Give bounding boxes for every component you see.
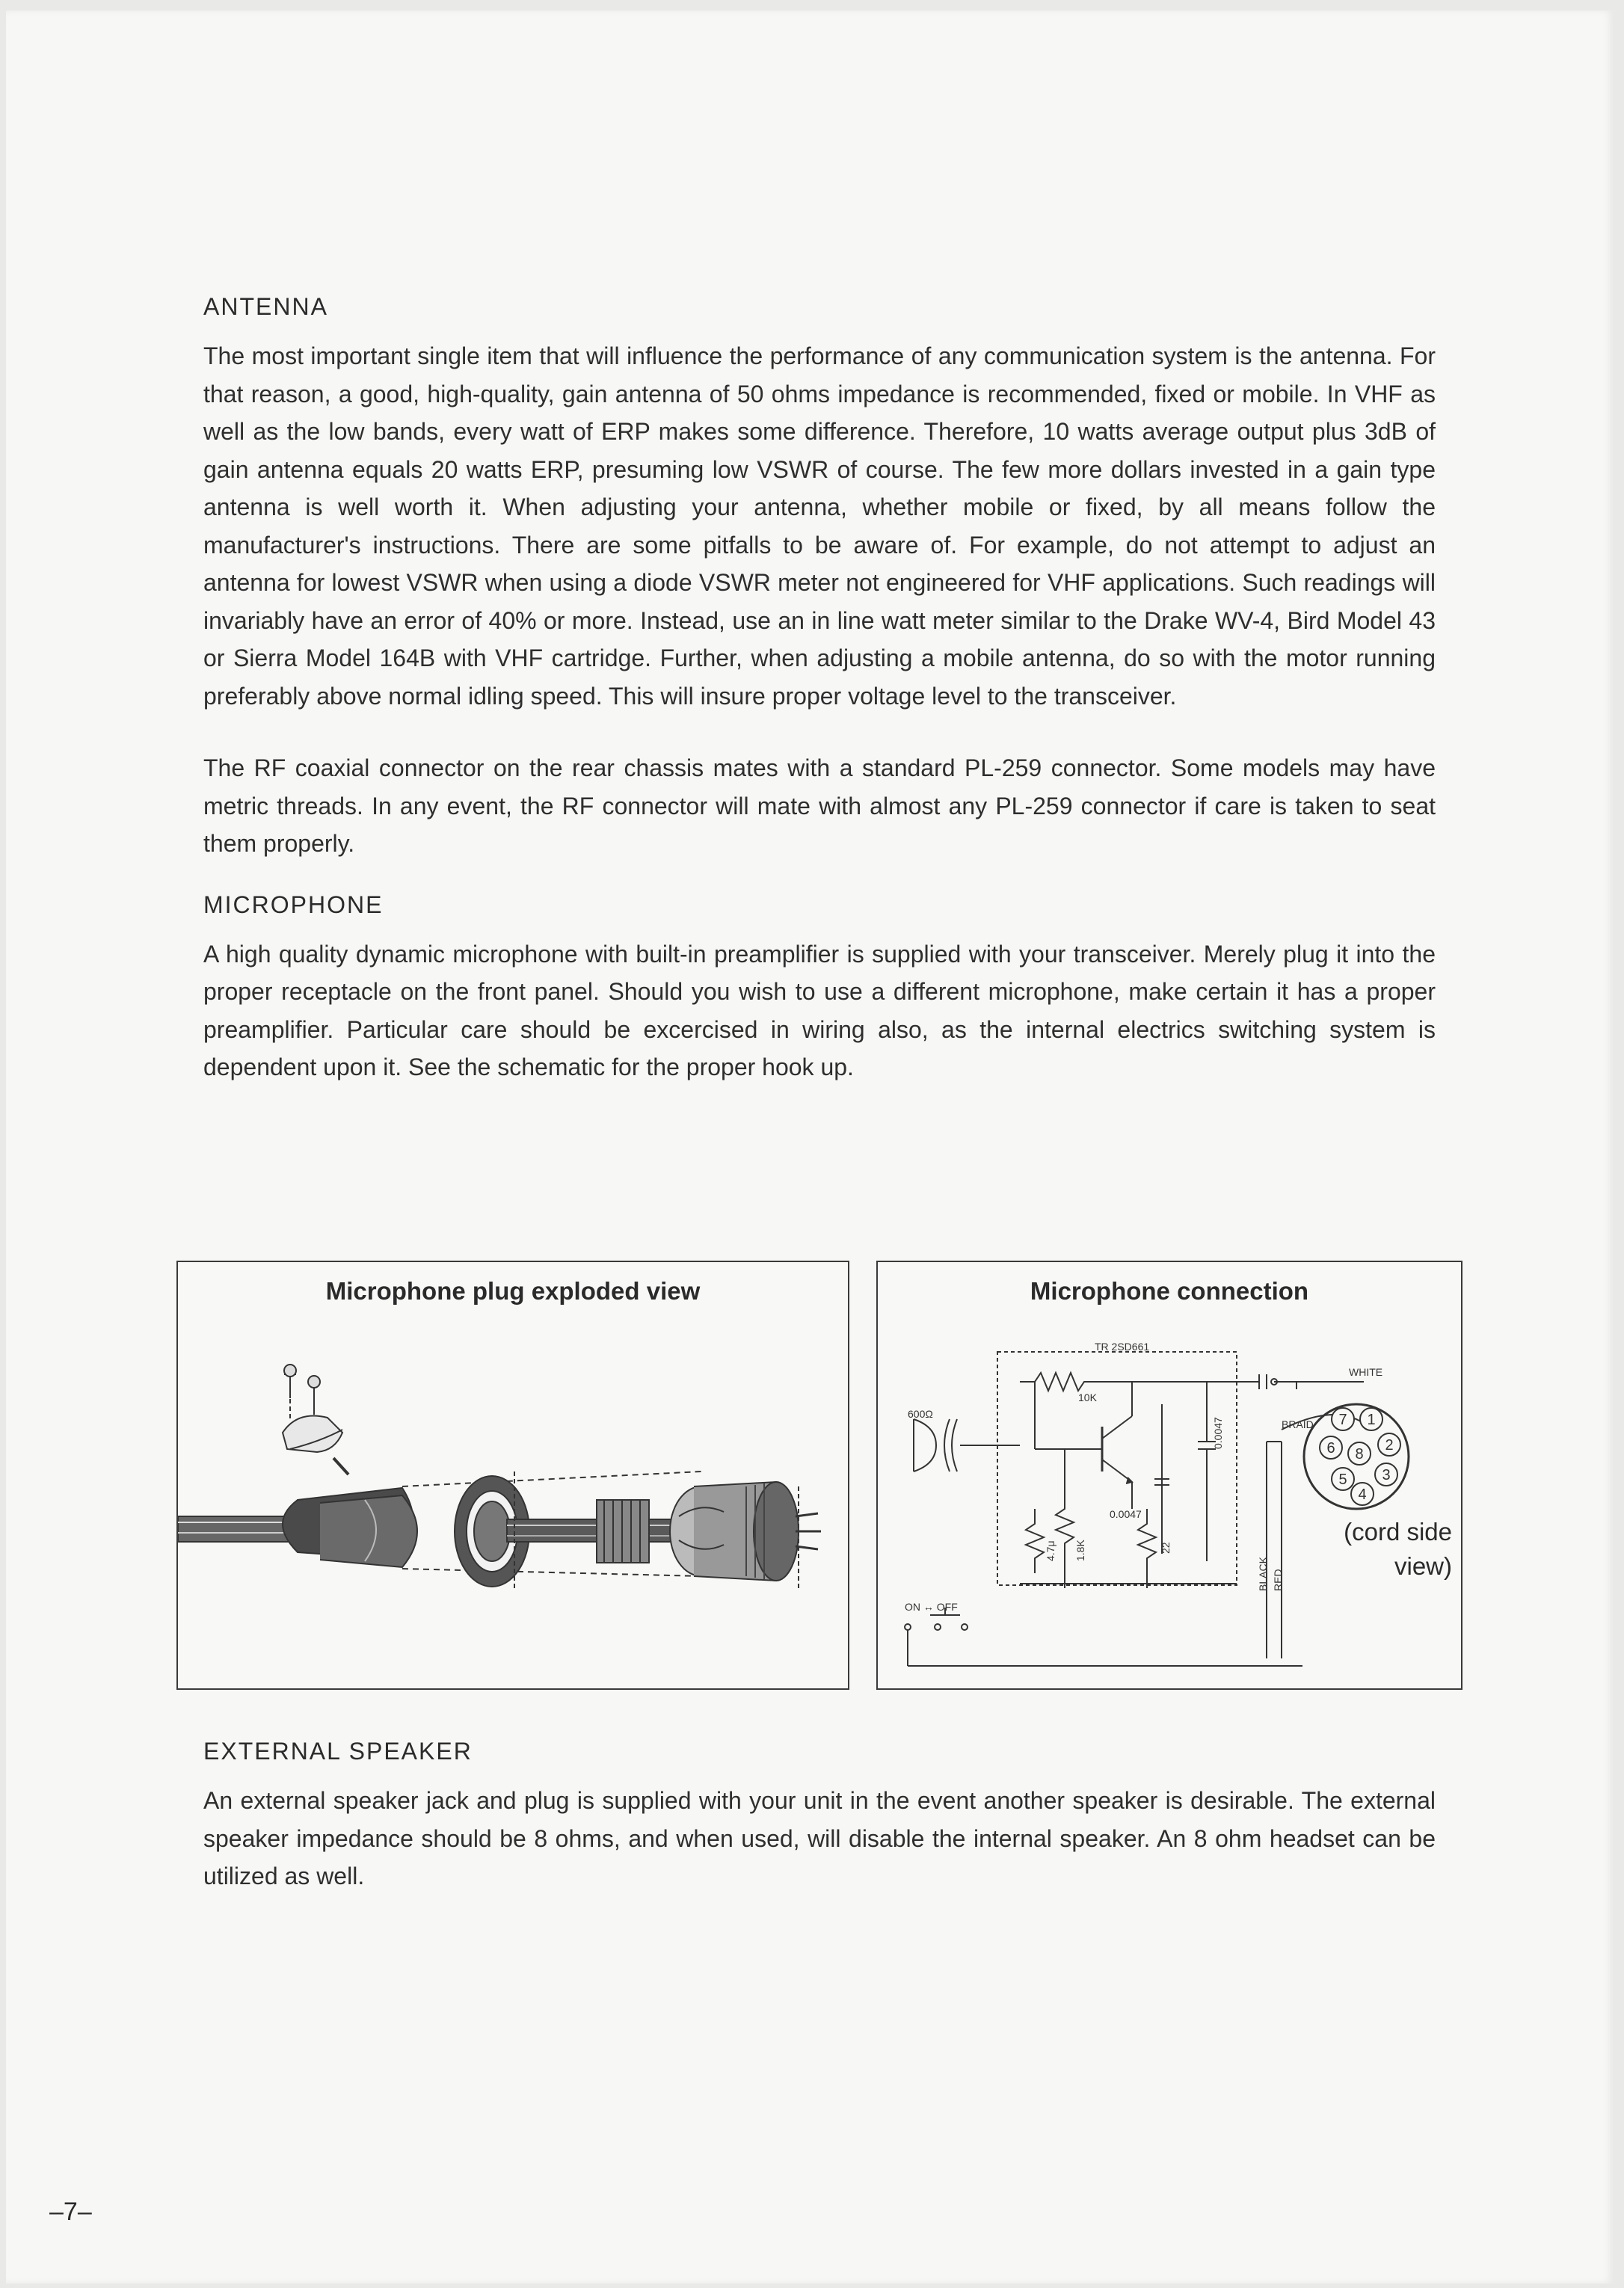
red-wire-label: RED	[1272, 1569, 1284, 1591]
transistor-label: TR 2SD661	[1095, 1341, 1150, 1353]
pin-label: 5	[1338, 1471, 1347, 1488]
resistor-22-label: 22	[1160, 1542, 1172, 1554]
document-page	[6, 10, 1614, 2284]
resistor-10k-label: 10K	[1078, 1391, 1097, 1403]
cord-side-view-note: (cord side view)	[1344, 1518, 1452, 1580]
microphone-heading: MICROPHONE	[203, 891, 384, 918]
microphone-schematic	[878, 1262, 1464, 1691]
microphone-paragraph: A high quality dynamic microphone with built-in preamplifier is supplied with your transceiver. Merely plug it into the proper receptacle on the front panel. Should you wish to use a different microphone, make certain it has a proper preamplifier. Particular care should be excercised in wiring also, as the internal electrics switching system is dependent upon it. See the schematic for the proper hook up.	[203, 940, 1436, 1080]
pin-label: 7	[1338, 1412, 1347, 1428]
pin-label: 6	[1326, 1440, 1335, 1457]
antenna-paragraph-2: The RF coaxial connector on the rear chassis mates with a standard PL-259 connector. Some models may have metric threads. In any event, the RF connector will mate with almost any PL-259 connector if care is taken to seat them properly.	[203, 754, 1436, 857]
antenna-paragraph-1: The most important single item that will influence the performance of any communication system is the antenna. For that reason, a good, high-quality, gain antenna of 50 ohms impedance is recommended, fixed or mobile. In VHF as well as the low bands, every watt of ERP makes some difference. Therefore, 10 watts average output plus 3dB of gain antenna equals 20 watts ERP, presuming low VSWR of course. The few more dollars invested in a gain type antenna is well worth it. When adjusting your antenna, whether mobile or fixed, by all means follow the manufacturer's instructions. There are some pitfalls to be aware of. For example, do not attempt to adjust an antenna for lowest VSWR when using a diode VSWR meter not engineered for VHF applications. Such readings will invariably have an error of 40% or more. Instead, use an in line watt meter similar to the Drake WV-4, Bird Model 43 or Sierra Model 164B with VHF cartridge. Further, when adjusting a mobile antenna, do so with the motor running preferably above normal idling speed. This will insure proper voltage level to the transceiver.	[203, 342, 1436, 710]
antenna-heading: ANTENNA	[203, 293, 328, 320]
braid-wire-label: BRAID	[1282, 1418, 1314, 1430]
external-speaker-paragraph: An external speaker jack and plug is supplied with your unit in the event another speaker is desirable. The external speaker impedance should be 8 ohms, and when used, will disable the internal speaker. An 8 ohm headset can be utilized as well.	[203, 1787, 1436, 1889]
page-number: –7–	[49, 2198, 92, 2226]
capacitor-47u-label: 4.7μ	[1045, 1540, 1056, 1561]
plug-exploded-view-title: Microphone plug exploded view	[325, 1277, 701, 1305]
external-speaker-section	[203, 1738, 1436, 1895]
capacitor-0047-label: 0.0047	[1110, 1508, 1142, 1520]
plug-exploded-drawing	[178, 1262, 851, 1691]
pin-label: 3	[1382, 1467, 1391, 1483]
resistor-1-8k-label: 1.8K	[1074, 1540, 1086, 1561]
microphone-connection-figure	[876, 1261, 1462, 1690]
pin-label: 1	[1367, 1412, 1376, 1428]
plug-exploded-view-figure	[176, 1261, 849, 1690]
pin-label: 2	[1385, 1437, 1394, 1454]
pin-label: 8	[1355, 1446, 1364, 1463]
microphone-connection-title: Microphone connection	[1030, 1277, 1309, 1305]
figures-row	[176, 1261, 1462, 1694]
white-wire-label: WHITE	[1349, 1366, 1383, 1378]
capacitor-0047-vertical-label: 0.0047	[1212, 1417, 1224, 1449]
switch-label: ON ↔ OFF	[905, 1601, 958, 1613]
pin-label: 4	[1358, 1486, 1367, 1503]
mic-impedance-label: 600Ω	[908, 1408, 933, 1420]
antenna-section	[203, 293, 1436, 1086]
external-speaker-heading: EXTERNAL SPEAKER	[203, 1738, 473, 1765]
black-wire-label: BLACK	[1257, 1557, 1269, 1591]
